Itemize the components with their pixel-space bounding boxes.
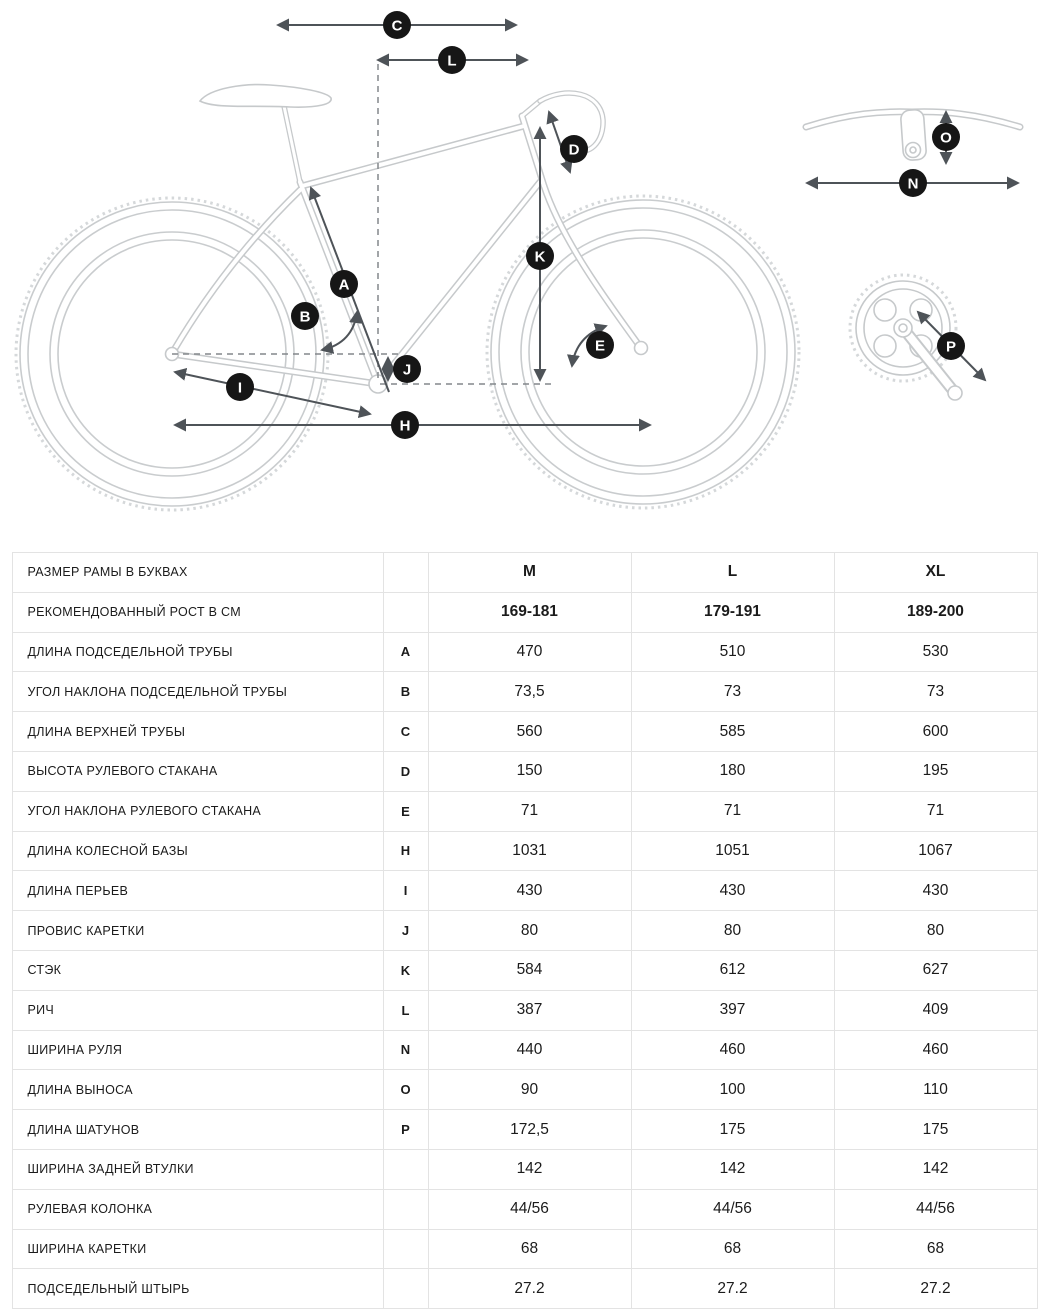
dashed-guides xyxy=(172,64,556,384)
row-value: 80 xyxy=(631,911,834,951)
row-value: 1067 xyxy=(834,831,1037,871)
row-value: 110 xyxy=(834,1070,1037,1110)
row-label: УГОЛ НАКЛОНА РУЛЕВОГО СТАКАНА xyxy=(12,791,383,831)
crankset-detail xyxy=(850,275,985,400)
row-value: 430 xyxy=(428,871,631,911)
dimension-badge-L xyxy=(438,46,466,74)
row-label: СТЭК xyxy=(12,950,383,990)
table-row xyxy=(12,553,1037,593)
row-value: 27.2 xyxy=(834,1269,1037,1309)
row-value: 180 xyxy=(631,751,834,791)
table-row xyxy=(12,1189,1037,1229)
row-letter xyxy=(383,553,428,593)
row-value: 179-191 xyxy=(631,592,834,632)
bike-drawing xyxy=(16,85,799,510)
row-value: 71 xyxy=(631,791,834,831)
dimension-badge-C xyxy=(383,11,411,39)
table-row xyxy=(12,1030,1037,1070)
row-letter xyxy=(383,1229,428,1269)
row-letter: L xyxy=(383,990,428,1030)
dimension-badge-B xyxy=(291,302,319,330)
row-value: 585 xyxy=(631,712,834,752)
row-label: ПОДСЕДЕЛЬНЫЙ ШТЫРЬ xyxy=(12,1269,383,1309)
row-label: РАЗМЕР РАМЫ В БУКВАХ xyxy=(12,553,383,593)
row-value: 627 xyxy=(834,950,1037,990)
row-value: 387 xyxy=(428,990,631,1030)
table-row xyxy=(12,712,1037,752)
row-value: 460 xyxy=(631,1030,834,1070)
table-row xyxy=(12,990,1037,1030)
svg-text:N: N xyxy=(907,175,919,193)
table-row xyxy=(12,1110,1037,1150)
table-row xyxy=(12,1229,1037,1269)
row-value: 44/56 xyxy=(428,1189,631,1229)
row-letter: I xyxy=(383,871,428,911)
row-value: 27.2 xyxy=(631,1269,834,1309)
row-letter: H xyxy=(383,831,428,871)
row-value: 430 xyxy=(631,871,834,911)
table-row xyxy=(12,672,1037,712)
svg-text:K: K xyxy=(534,248,546,266)
row-value: 172,5 xyxy=(428,1110,631,1150)
dimension-badge-O xyxy=(932,123,960,151)
table-row xyxy=(12,1269,1037,1309)
row-letter xyxy=(383,592,428,632)
dimension-badge-A xyxy=(330,270,358,298)
svg-text:A: A xyxy=(338,276,350,294)
row-value: 142 xyxy=(834,1149,1037,1189)
row-value: XL xyxy=(834,553,1037,593)
row-value: 142 xyxy=(428,1149,631,1189)
svg-text:H: H xyxy=(399,417,411,435)
row-value: 68 xyxy=(428,1229,631,1269)
row-label: ШИРИНА КАРЕТКИ xyxy=(12,1229,383,1269)
row-value: 470 xyxy=(428,632,631,672)
dimension-badge-I xyxy=(226,373,254,401)
row-value: 100 xyxy=(631,1070,834,1110)
table-row xyxy=(12,831,1037,871)
row-label: ДЛИНА ПОДСЕДЕЛЬНОЙ ТРУБЫ xyxy=(12,632,383,672)
row-value: 90 xyxy=(428,1070,631,1110)
row-label: ДЛИНА ПЕРЬЕВ xyxy=(12,871,383,911)
row-label: УГОЛ НАКЛОНА ПОДСЕДЕЛЬНОЙ ТРУБЫ xyxy=(12,672,383,712)
row-value: 73 xyxy=(631,672,834,712)
table-row xyxy=(12,632,1037,672)
row-letter: P xyxy=(383,1110,428,1150)
row-value: 142 xyxy=(631,1149,834,1189)
dimension-badge-E xyxy=(586,331,614,359)
row-label: РЕКОМЕНДОВАННЫЙ РОСТ В СМ xyxy=(12,592,383,632)
row-value: 175 xyxy=(631,1110,834,1150)
row-value: 1031 xyxy=(428,831,631,871)
svg-text:D: D xyxy=(568,141,580,159)
dimension-badge-P xyxy=(937,332,965,360)
svg-text:B: B xyxy=(299,308,311,326)
dimension-badge-J xyxy=(393,355,421,383)
table-row xyxy=(12,871,1037,911)
table-row xyxy=(12,950,1037,990)
row-value: 1051 xyxy=(631,831,834,871)
row-letter xyxy=(383,1189,428,1229)
row-label: ВЫСОТА РУЛЕВОГО СТАКАНА xyxy=(12,751,383,791)
table-row xyxy=(12,1070,1037,1110)
row-value: 530 xyxy=(834,632,1037,672)
row-value: 612 xyxy=(631,950,834,990)
row-label: РУЛЕВАЯ КОЛОНКА xyxy=(12,1189,383,1229)
row-letter: B xyxy=(383,672,428,712)
row-value: 430 xyxy=(834,871,1037,911)
row-value: 510 xyxy=(631,632,834,672)
row-label: РИЧ xyxy=(12,990,383,1030)
row-value: 150 xyxy=(428,751,631,791)
row-value: 73,5 xyxy=(428,672,631,712)
row-value: 397 xyxy=(631,990,834,1030)
table-row xyxy=(12,911,1037,951)
row-letter xyxy=(383,1269,428,1309)
row-value: 189-200 xyxy=(834,592,1037,632)
row-value: 27.2 xyxy=(428,1269,631,1309)
table-row xyxy=(12,1149,1037,1189)
svg-text:E: E xyxy=(594,337,606,355)
row-value: 71 xyxy=(428,791,631,831)
table-row xyxy=(12,791,1037,831)
dimension-badge-D xyxy=(560,135,588,163)
row-letter: D xyxy=(383,751,428,791)
row-letter: A xyxy=(383,632,428,672)
row-label: ДЛИНА ШАТУНОВ xyxy=(12,1110,383,1150)
row-value: M xyxy=(428,553,631,593)
row-label: ШИРИНА ЗАДНЕЙ ВТУЛКИ xyxy=(12,1149,383,1189)
row-label: ДЛИНА ВЫНОСА xyxy=(12,1070,383,1110)
row-letter xyxy=(383,1149,428,1189)
row-value: 44/56 xyxy=(631,1189,834,1229)
svg-text:I: I xyxy=(237,379,243,397)
row-value: 584 xyxy=(428,950,631,990)
row-value: 440 xyxy=(428,1030,631,1070)
row-value: 460 xyxy=(834,1030,1037,1070)
row-value: 175 xyxy=(834,1110,1037,1150)
dimension-badge-H xyxy=(391,411,419,439)
table-row xyxy=(12,751,1037,791)
table-row xyxy=(12,592,1037,632)
row-value: 409 xyxy=(834,990,1037,1030)
row-letter: N xyxy=(383,1030,428,1070)
row-label: ДЛИНА КОЛЕСНОЙ БАЗЫ xyxy=(12,831,383,871)
row-letter: E xyxy=(383,791,428,831)
row-value: 80 xyxy=(834,911,1037,951)
svg-text:L: L xyxy=(447,52,457,70)
row-value: 44/56 xyxy=(834,1189,1037,1229)
saddle xyxy=(200,85,331,108)
row-label: ШИРИНА РУЛЯ xyxy=(12,1030,383,1070)
row-label: ПРОВИС КАРЕТКИ xyxy=(12,911,383,951)
spec-table-body xyxy=(12,553,1037,1309)
row-value: L xyxy=(631,553,834,593)
row-value: 169-181 xyxy=(428,592,631,632)
row-value: 195 xyxy=(834,751,1037,791)
row-letter: O xyxy=(383,1070,428,1110)
bike-geometry-diagram xyxy=(0,0,1049,548)
geometry-spec-table xyxy=(12,552,1038,1309)
row-letter: K xyxy=(383,950,428,990)
svg-text:O: O xyxy=(940,129,952,147)
row-letter: C xyxy=(383,712,428,752)
svg-text:J: J xyxy=(402,361,412,379)
dimension-badge-N xyxy=(899,169,927,197)
row-value: 560 xyxy=(428,712,631,752)
row-label: ДЛИНА ВЕРХНЕЙ ТРУБЫ xyxy=(12,712,383,752)
row-value: 68 xyxy=(834,1229,1037,1269)
row-value: 80 xyxy=(428,911,631,951)
svg-text:P: P xyxy=(945,338,957,356)
row-value: 68 xyxy=(631,1229,834,1269)
svg-text:C: C xyxy=(391,17,403,35)
row-value: 600 xyxy=(834,712,1037,752)
row-value: 73 xyxy=(834,672,1037,712)
row-value: 71 xyxy=(834,791,1037,831)
row-letter: J xyxy=(383,911,428,951)
dimension-badge-K xyxy=(526,242,554,270)
